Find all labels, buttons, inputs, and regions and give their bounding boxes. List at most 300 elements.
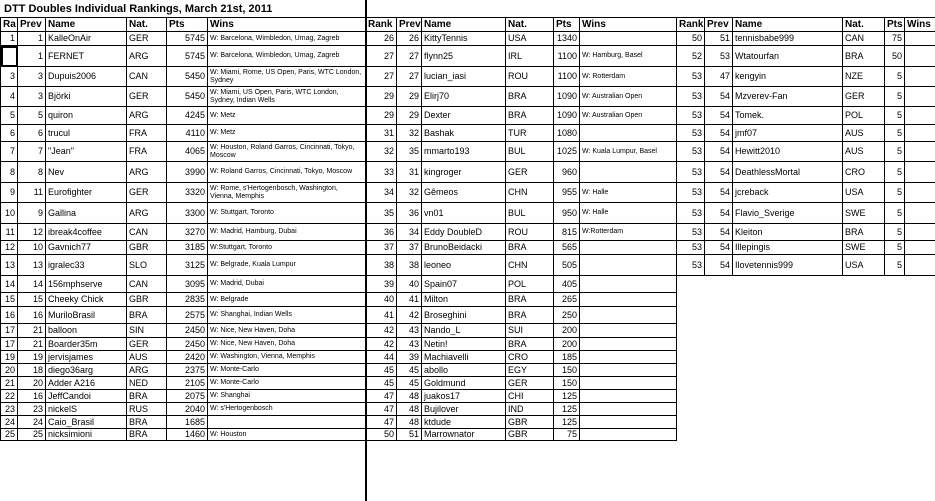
cell-wins[interactable] xyxy=(580,307,677,324)
cell-wins[interactable]: W: Halle xyxy=(580,183,677,203)
cell-prev[interactable]: 38 xyxy=(397,255,422,276)
cell-pts[interactable]: 5 xyxy=(885,125,905,142)
cell-name[interactable]: kengyin xyxy=(733,67,843,87)
cell-rank[interactable]: 47 xyxy=(366,416,397,429)
cell-rank[interactable]: 47 xyxy=(366,390,397,403)
cell-wins[interactable]: W: Houston xyxy=(208,429,366,441)
cell-wins[interactable] xyxy=(905,67,935,87)
cell-wins[interactable]: W: Nice, New Haven, Doha xyxy=(208,338,366,351)
cell-rank[interactable]: 53 xyxy=(677,241,705,255)
cell-prev[interactable]: 43 xyxy=(397,338,422,351)
cell-nat[interactable]: RUS xyxy=(127,403,167,416)
cell-nat[interactable]: CAN xyxy=(127,276,167,293)
cell-pts[interactable]: 5 xyxy=(885,183,905,203)
cell-prev[interactable]: 24 xyxy=(18,416,46,429)
cell-wins[interactable]: W:Rotterdam xyxy=(580,224,677,241)
cell-name[interactable]: juakos17 xyxy=(422,390,506,403)
cell-nat[interactable]: BRA xyxy=(506,293,554,307)
cell-wins[interactable] xyxy=(580,324,677,338)
cell-prev[interactable]: 41 xyxy=(397,293,422,307)
cell-rank[interactable]: 37 xyxy=(366,241,397,255)
cell-rank[interactable]: 53 xyxy=(677,255,705,276)
cell-wins[interactable]: W: Belgrade, Kuala Lumpur xyxy=(208,255,366,276)
cell-name[interactable]: Gêmeos xyxy=(422,183,506,203)
cell-rank[interactable]: 40 xyxy=(366,293,397,307)
cell-name[interactable]: Milton xyxy=(422,293,506,307)
cell-rank[interactable]: 38 xyxy=(366,255,397,276)
cell-nat[interactable]: ROU xyxy=(506,224,554,241)
cell-nat[interactable]: BRA xyxy=(843,224,885,241)
cell-wins[interactable]: W: Hamburg, Basel xyxy=(580,46,677,67)
cell-nat[interactable]: GER xyxy=(127,87,167,107)
cell-name[interactable]: Kleiton xyxy=(733,224,843,241)
cell-prev[interactable]: 36 xyxy=(397,203,422,224)
cell-prev[interactable]: 54 xyxy=(705,125,733,142)
cell-pts[interactable]: 4110 xyxy=(167,125,208,142)
cell-pts[interactable]: 5745 xyxy=(167,32,208,46)
cell-rank[interactable]: 5 xyxy=(1,107,18,125)
cell-rank[interactable]: 17 xyxy=(1,324,18,338)
cell-wins[interactable] xyxy=(580,364,677,377)
cell-nat[interactable]: BRA xyxy=(127,416,167,429)
cell-pts[interactable]: 5 xyxy=(885,203,905,224)
cell-pts[interactable]: 1090 xyxy=(554,107,580,125)
cell-rank[interactable]: 52 xyxy=(677,46,705,67)
cell-prev[interactable]: 20 xyxy=(18,377,46,390)
cell-name[interactable]: MuriloBrasil xyxy=(46,307,127,324)
cell-name[interactable]: jervisjames xyxy=(46,351,127,364)
cell-rank[interactable]: 53 xyxy=(677,203,705,224)
cell-prev[interactable]: 26 xyxy=(397,32,422,46)
cell-rank[interactable]: 26 xyxy=(366,32,397,46)
cell-prev[interactable]: 43 xyxy=(397,324,422,338)
cell-prev[interactable]: 45 xyxy=(397,377,422,390)
cell-rank[interactable]: 34 xyxy=(366,183,397,203)
cell-name[interactable]: Machiavelli xyxy=(422,351,506,364)
cell-name[interactable]: jmf07 xyxy=(733,125,843,142)
header-nat[interactable]: Nat. xyxy=(506,18,554,32)
cell-pts[interactable]: 2575 xyxy=(167,307,208,324)
cell-nat[interactable]: POL xyxy=(843,107,885,125)
cell-nat[interactable]: USA xyxy=(506,32,554,46)
cell-pts[interactable]: 5450 xyxy=(167,87,208,107)
cell-name[interactable]: KittyTennis xyxy=(422,32,506,46)
cell-name[interactable]: Björki xyxy=(46,87,127,107)
cell-wins[interactable]: W: Kuala Lumpur, Basel xyxy=(580,142,677,162)
cell-pts[interactable]: 1080 xyxy=(554,125,580,142)
cell-nat[interactable]: GBR xyxy=(127,241,167,255)
cell-rank[interactable]: 53 xyxy=(677,125,705,142)
cell-prev[interactable]: 39 xyxy=(397,351,422,364)
cell-rank[interactable]: 7 xyxy=(1,142,18,162)
cell-pts[interactable]: 200 xyxy=(554,324,580,338)
cell-pts[interactable]: 5 xyxy=(885,142,905,162)
cell-rank[interactable]: 6 xyxy=(1,125,18,142)
cell-name[interactable]: DeathlessMortal xyxy=(733,162,843,183)
cell-rank[interactable]: 15 xyxy=(1,293,18,307)
cell-name[interactable]: KalleOnAir xyxy=(46,32,127,46)
cell-rank[interactable]: 53 xyxy=(677,87,705,107)
cell-nat[interactable]: BRA xyxy=(127,307,167,324)
cell-pts[interactable]: 505 xyxy=(554,255,580,276)
cell-wins[interactable]: W: Rotterdam xyxy=(580,67,677,87)
cell-pts[interactable]: 125 xyxy=(554,390,580,403)
cell-name[interactable]: mmarto193 xyxy=(422,142,506,162)
cell-wins[interactable]: W: Monte-Carlo xyxy=(208,377,366,390)
cell-wins[interactable] xyxy=(905,46,935,67)
cell-wins[interactable]: W: Rome, s'Hertogenbosch, Washington, Vienna, Memphis xyxy=(208,183,366,203)
cell-wins[interactable]: W: Miami, US Open, Paris, WTC London, Sydney, Indian Wells xyxy=(208,87,366,107)
cell-nat[interactable]: FRA xyxy=(127,125,167,142)
cell-nat[interactable]: BRA xyxy=(506,307,554,324)
cell-wins[interactable] xyxy=(580,338,677,351)
cell-wins[interactable]: W: Madrid, Hamburg, Dubai xyxy=(208,224,366,241)
cell-pts[interactable]: 2375 xyxy=(167,364,208,377)
cell-nat[interactable]: ARG xyxy=(127,107,167,125)
cell-name[interactable]: Dexter xyxy=(422,107,506,125)
cell-nat[interactable]: CHN xyxy=(506,183,554,203)
cell-prev[interactable]: 6 xyxy=(18,125,46,142)
cell-nat[interactable]: GER xyxy=(127,183,167,203)
cell-wins[interactable]: W: Stuttgart, Toronto xyxy=(208,203,366,224)
cell-rank[interactable]: 45 xyxy=(366,377,397,390)
cell-nat[interactable]: SIN xyxy=(127,324,167,338)
cell-prev[interactable]: 7 xyxy=(18,142,46,162)
cell-rank[interactable]: 53 xyxy=(677,107,705,125)
cell-pts[interactable]: 5450 xyxy=(167,67,208,87)
cell-name[interactable]: Eurofighter xyxy=(46,183,127,203)
cell-nat[interactable]: GBR xyxy=(506,429,554,441)
cell-nat[interactable]: GBR xyxy=(506,416,554,429)
cell-name[interactable]: Tomek. xyxy=(733,107,843,125)
cell-pts[interactable]: 150 xyxy=(554,377,580,390)
cell-prev[interactable]: 54 xyxy=(705,87,733,107)
cell-prev[interactable]: 54 xyxy=(705,183,733,203)
cell-rank[interactable]: 42 xyxy=(366,338,397,351)
cell-pts[interactable]: 3300 xyxy=(167,203,208,224)
cell-name[interactable]: BrunoBeidacki xyxy=(422,241,506,255)
cell-nat[interactable]: ROU xyxy=(506,67,554,87)
cell-rank[interactable]: 41 xyxy=(366,307,397,324)
cell-wins[interactable] xyxy=(580,429,677,441)
cell-wins[interactable]: W: Metz xyxy=(208,125,366,142)
cell-name[interactable]: Goldmund xyxy=(422,377,506,390)
cell-wins[interactable]: W: Shanghai xyxy=(208,390,366,403)
cell-pts[interactable]: 950 xyxy=(554,203,580,224)
cell-prev[interactable]: 31 xyxy=(397,162,422,183)
cell-name[interactable]: ibreak4coffee xyxy=(46,224,127,241)
cell-name[interactable]: diego36arg xyxy=(46,364,127,377)
cell-pts[interactable]: 250 xyxy=(554,307,580,324)
header-name[interactable]: Name xyxy=(422,18,506,32)
cell-wins[interactable] xyxy=(580,390,677,403)
cell-nat[interactable]: CAN xyxy=(127,224,167,241)
cell-prev[interactable]: 3 xyxy=(18,67,46,87)
cell-prev[interactable]: 54 xyxy=(705,255,733,276)
cell-nat[interactable]: BUL xyxy=(506,142,554,162)
cell-name[interactable]: flynn25 xyxy=(422,46,506,67)
cell-wins[interactable]: W: Halle xyxy=(580,203,677,224)
cell-pts[interactable]: 125 xyxy=(554,416,580,429)
cell-rank[interactable]: 53 xyxy=(677,142,705,162)
cell-name[interactable]: Bujilover xyxy=(422,403,506,416)
cell-nat[interactable]: GER xyxy=(127,32,167,46)
header-wins[interactable]: Wins xyxy=(580,18,677,32)
cell-wins[interactable] xyxy=(905,183,935,203)
cell-prev[interactable]: 48 xyxy=(397,416,422,429)
cell-rank[interactable]: 21 xyxy=(1,377,18,390)
cell-pts[interactable]: 1100 xyxy=(554,67,580,87)
cell-prev[interactable]: 13 xyxy=(18,255,46,276)
header-wins[interactable]: Wins xyxy=(905,18,935,32)
cell-nat[interactable]: CHI xyxy=(506,390,554,403)
cell-prev[interactable]: 35 xyxy=(397,142,422,162)
cell-prev[interactable]: 10 xyxy=(18,241,46,255)
cell-rank[interactable]: 25 xyxy=(1,429,18,441)
cell-nat[interactable]: AUS xyxy=(127,351,167,364)
cell-wins[interactable] xyxy=(905,125,935,142)
cell-wins[interactable]: W: Metz xyxy=(208,107,366,125)
cell-prev[interactable]: 16 xyxy=(18,307,46,324)
cell-rank[interactable]: 39 xyxy=(366,276,397,293)
cell-pts[interactable]: 5 xyxy=(885,224,905,241)
cell-pts[interactable]: 2450 xyxy=(167,338,208,351)
cell-prev[interactable]: 40 xyxy=(397,276,422,293)
cell-nat[interactable]: NZE xyxy=(843,67,885,87)
cell-prev[interactable]: 54 xyxy=(705,107,733,125)
cell-wins[interactable] xyxy=(905,255,935,276)
cell-prev[interactable]: 8 xyxy=(18,162,46,183)
header-nat[interactable]: Nat. xyxy=(127,18,167,32)
header-pts[interactable]: Pts xyxy=(167,18,208,32)
header-nat[interactable]: Nat. xyxy=(843,18,885,32)
cell-wins[interactable]: W: Barcelona, Wimbledon, Umag, Zagreb xyxy=(208,46,366,67)
cell-nat[interactable]: EGY xyxy=(506,364,554,377)
cell-prev[interactable]: 14 xyxy=(18,276,46,293)
cell-pts[interactable]: 4065 xyxy=(167,142,208,162)
cell-pts[interactable]: 960 xyxy=(554,162,580,183)
cell-name[interactable]: balloon xyxy=(46,324,127,338)
cell-nat[interactable]: BRA xyxy=(843,46,885,67)
cell-rank[interactable]: 31 xyxy=(366,125,397,142)
cell-name[interactable]: JeffCandoi xyxy=(46,390,127,403)
cell-nat[interactable]: ARG xyxy=(127,364,167,377)
cell-wins[interactable]: W:Stuttgart, Toronto xyxy=(208,241,366,255)
cell-pts[interactable]: 2420 xyxy=(167,351,208,364)
cell-rank[interactable]: 20 xyxy=(1,364,18,377)
cell-wins[interactable]: W: Houston, Roland Garros, Cincinnati, Tokyo, Moscow xyxy=(208,142,366,162)
cell-nat[interactable]: BRA xyxy=(506,107,554,125)
cell-prev[interactable]: 21 xyxy=(18,338,46,351)
cell-prev[interactable]: 51 xyxy=(705,32,733,46)
cell-prev[interactable]: 18 xyxy=(18,364,46,377)
cell-nat[interactable]: IRL xyxy=(506,46,554,67)
cell-name[interactable]: lucian_iasi xyxy=(422,67,506,87)
cell-prev[interactable]: 48 xyxy=(397,390,422,403)
cell-nat[interactable]: NED xyxy=(127,377,167,390)
cell-prev[interactable]: 37 xyxy=(397,241,422,255)
cell-pts[interactable]: 1685 xyxy=(167,416,208,429)
cell-nat[interactable]: GER xyxy=(843,87,885,107)
cell-wins[interactable] xyxy=(580,403,677,416)
cell-pts[interactable]: 1090 xyxy=(554,87,580,107)
cell-pts[interactable]: 3125 xyxy=(167,255,208,276)
cell-pts[interactable]: 1340 xyxy=(554,32,580,46)
cell-wins[interactable] xyxy=(580,416,677,429)
cell-nat[interactable]: BUL xyxy=(506,203,554,224)
cell-name[interactable]: Netin! xyxy=(422,338,506,351)
cell-name[interactable]: Cheeky Chick xyxy=(46,293,127,307)
cell-nat[interactable]: AUS xyxy=(843,125,885,142)
header-pts[interactable]: Pts xyxy=(885,18,905,32)
cell-rank[interactable]: 53 xyxy=(677,224,705,241)
cell-pts[interactable]: 2835 xyxy=(167,293,208,307)
cell-rank[interactable]: 22 xyxy=(1,390,18,403)
cell-name[interactable]: Gavnich77 xyxy=(46,241,127,255)
cell-wins[interactable]: W: Australian Open xyxy=(580,107,677,125)
cell-name[interactable]: trucul xyxy=(46,125,127,142)
cell-wins[interactable] xyxy=(580,125,677,142)
cell-rank[interactable]: 50 xyxy=(677,32,705,46)
cell-wins[interactable] xyxy=(208,416,366,429)
header-prev[interactable]: Prev xyxy=(18,18,46,32)
cell-rank[interactable]: 45 xyxy=(366,364,397,377)
cell-rank[interactable]: 13 xyxy=(1,255,18,276)
cell-wins[interactable] xyxy=(905,107,935,125)
cell-rank[interactable]: 10 xyxy=(1,203,18,224)
cell-prev[interactable]: 5 xyxy=(18,107,46,125)
cell-pts[interactable]: 150 xyxy=(554,364,580,377)
cell-wins[interactable] xyxy=(580,241,677,255)
cell-rank[interactable] xyxy=(1,46,18,67)
cell-rank[interactable]: 12 xyxy=(1,241,18,255)
cell-pts[interactable]: 2105 xyxy=(167,377,208,390)
cell-prev[interactable]: 54 xyxy=(705,142,733,162)
cell-pts[interactable]: 75 xyxy=(885,32,905,46)
cell-pts[interactable]: 265 xyxy=(554,293,580,307)
cell-prev[interactable]: 34 xyxy=(397,224,422,241)
cell-rank[interactable]: 4 xyxy=(1,87,18,107)
cell-pts[interactable]: 4245 xyxy=(167,107,208,125)
cell-rank[interactable]: 8 xyxy=(1,162,18,183)
cell-rank[interactable]: 33 xyxy=(366,162,397,183)
cell-name[interactable]: Broseghini xyxy=(422,307,506,324)
cell-prev[interactable]: 25 xyxy=(18,429,46,441)
cell-nat[interactable]: ARG xyxy=(127,162,167,183)
cell-rank[interactable]: 11 xyxy=(1,224,18,241)
cell-prev[interactable]: 42 xyxy=(397,307,422,324)
cell-name[interactable]: leoneo xyxy=(422,255,506,276)
cell-nat[interactable]: BRA xyxy=(506,338,554,351)
cell-wins[interactable]: W: Roland Garros, Cincinnati, Tokyo, Moscow xyxy=(208,162,366,183)
cell-pts[interactable]: 50 xyxy=(885,46,905,67)
header-prev[interactable]: Prev xyxy=(397,18,422,32)
cell-pts[interactable]: 1100 xyxy=(554,46,580,67)
cell-prev[interactable]: 29 xyxy=(397,87,422,107)
cell-rank[interactable]: 17 xyxy=(1,338,18,351)
cell-nat[interactable]: GER xyxy=(506,162,554,183)
cell-nat[interactable]: ARG xyxy=(127,203,167,224)
cell-nat[interactable]: BRA xyxy=(506,87,554,107)
cell-pts[interactable]: 2450 xyxy=(167,324,208,338)
cell-prev[interactable]: 47 xyxy=(705,67,733,87)
cell-prev[interactable]: 51 xyxy=(397,429,422,441)
cell-rank[interactable]: 27 xyxy=(366,46,397,67)
cell-wins[interactable] xyxy=(580,255,677,276)
cell-nat[interactable]: FRA xyxy=(127,142,167,162)
header-rank[interactable]: Rank xyxy=(677,18,705,32)
cell-name[interactable]: ktdude xyxy=(422,416,506,429)
cell-nat[interactable]: CRO xyxy=(506,351,554,364)
cell-nat[interactable]: TUR xyxy=(506,125,554,142)
cell-wins[interactable]: W: Belgrade xyxy=(208,293,366,307)
cell-pts[interactable]: 3185 xyxy=(167,241,208,255)
cell-pts[interactable]: 185 xyxy=(554,351,580,364)
cell-pts[interactable]: 1025 xyxy=(554,142,580,162)
cell-name[interactable]: Ilovetennis999 xyxy=(733,255,843,276)
cell-prev[interactable]: 1 xyxy=(18,32,46,46)
cell-pts[interactable]: 5 xyxy=(885,162,905,183)
header-rank[interactable]: Rank xyxy=(366,18,397,32)
cell-name[interactable]: Wtatourfan xyxy=(733,46,843,67)
cell-nat[interactable]: SWE xyxy=(843,203,885,224)
cell-pts[interactable]: 5745 xyxy=(167,46,208,67)
cell-nat[interactable]: SLO xyxy=(127,255,167,276)
cell-wins[interactable] xyxy=(905,203,935,224)
cell-pts[interactable]: 2040 xyxy=(167,403,208,416)
cell-name[interactable]: abollo xyxy=(422,364,506,377)
cell-rank[interactable]: 29 xyxy=(366,87,397,107)
cell-prev[interactable]: 54 xyxy=(705,241,733,255)
cell-pts[interactable]: 815 xyxy=(554,224,580,241)
cell-prev[interactable]: 23 xyxy=(18,403,46,416)
cell-nat[interactable]: GBR xyxy=(127,293,167,307)
cell-nat[interactable]: IND xyxy=(506,403,554,416)
cell-name[interactable]: Marrownator xyxy=(422,429,506,441)
cell-name[interactable]: igralec33 xyxy=(46,255,127,276)
cell-rank[interactable]: 35 xyxy=(366,203,397,224)
header-name[interactable]: Name xyxy=(46,18,127,32)
cell-prev[interactable]: 27 xyxy=(397,46,422,67)
cell-prev[interactable]: 16 xyxy=(18,390,46,403)
cell-prev[interactable]: 54 xyxy=(705,162,733,183)
cell-prev[interactable]: 9 xyxy=(18,203,46,224)
cell-prev[interactable]: 29 xyxy=(397,107,422,125)
cell-rank[interactable]: 1 xyxy=(1,32,18,46)
cell-wins[interactable]: W: Washington, Vienna, Memphis xyxy=(208,351,366,364)
cell-name[interactable]: 156mphserve xyxy=(46,276,127,293)
cell-pts[interactable]: 405 xyxy=(554,276,580,293)
cell-pts[interactable]: 5 xyxy=(885,255,905,276)
cell-rank[interactable]: 50 xyxy=(366,429,397,441)
cell-nat[interactable]: CRO xyxy=(843,162,885,183)
cell-name[interactable]: vn01 xyxy=(422,203,506,224)
cell-pts[interactable]: 3095 xyxy=(167,276,208,293)
cell-prev[interactable]: 12 xyxy=(18,224,46,241)
cell-rank[interactable]: 53 xyxy=(677,67,705,87)
cell-pts[interactable]: 1460 xyxy=(167,429,208,441)
cell-nat[interactable]: GER xyxy=(506,377,554,390)
cell-name[interactable]: FERNET xyxy=(46,46,127,67)
cell-nat[interactable]: BRA xyxy=(506,241,554,255)
cell-pts[interactable]: 5 xyxy=(885,241,905,255)
cell-wins[interactable] xyxy=(580,377,677,390)
cell-name[interactable]: Spain07 xyxy=(422,276,506,293)
cell-name[interactable]: Nev xyxy=(46,162,127,183)
cell-name[interactable]: Nando_L xyxy=(422,324,506,338)
cell-prev[interactable]: 54 xyxy=(705,224,733,241)
cell-name[interactable]: Caio_Brasil xyxy=(46,416,127,429)
